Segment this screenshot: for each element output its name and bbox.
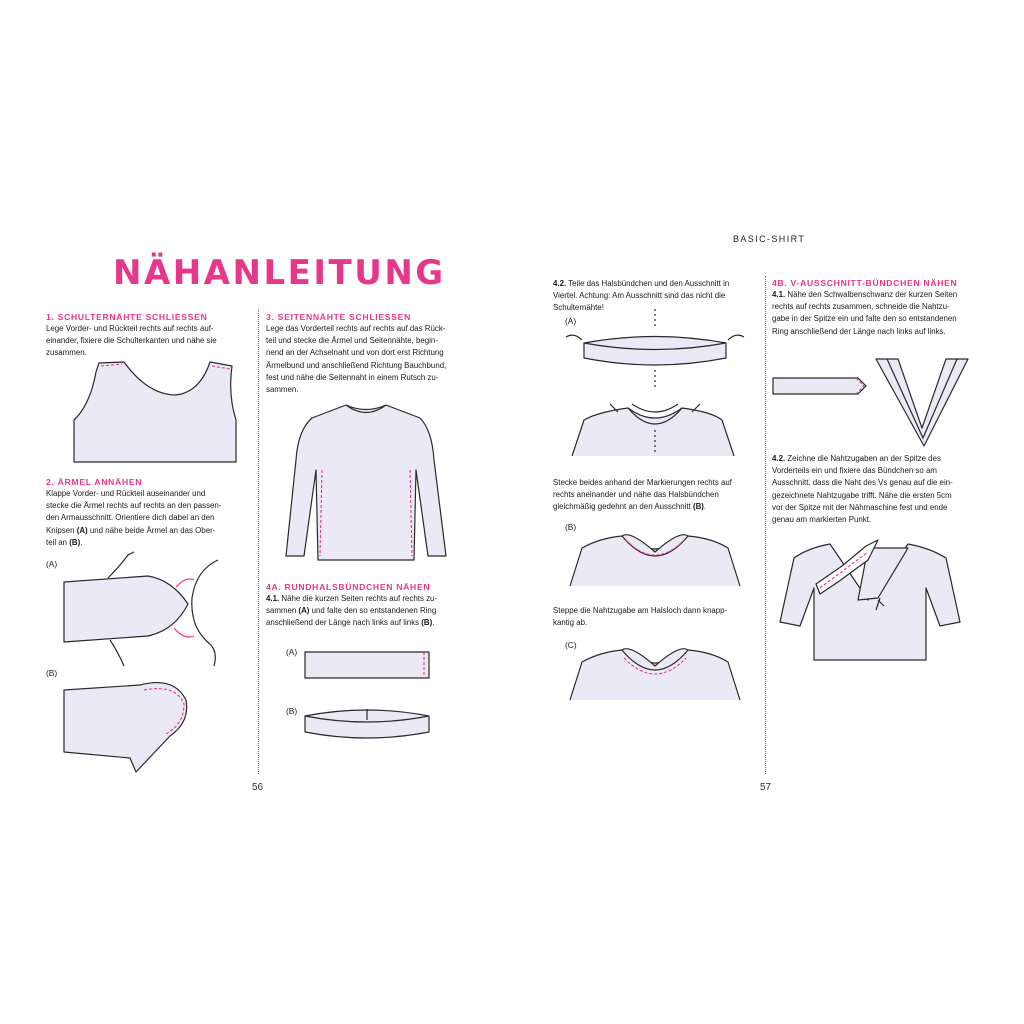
figure-label-a: (A) xyxy=(565,316,577,326)
section-text-crew-neckband: 4.1. Nähe die kurzen Seiten rechts auf rechts zu- sammen (A) und falte den so entstandenen Ring anschließend der Länge nach links auf links (B). xyxy=(266,594,438,628)
section-text-divide-quarters: 4.2. Teile das Halsbündchen und den Ausschnitt in Viertel. Achtung: Am Ausschnitt sind das nicht die Schulternähte! xyxy=(553,279,730,313)
figure-label-a: (A) xyxy=(286,647,298,657)
section-text-v-neckband: 4.1. Nähe den Schwalbenschwanz der kurzen Seiten rechts auf rechts zusammen, schneide die Nahtzu- gabe in der Spitze ein und falte den so entstandenen Ring anschließend der Länge nach links auf links. xyxy=(772,290,958,336)
section-text-sleeves: Klappe Vorder- und Rückteil auseinander und stecke die Ärmel rechts auf rechts an den passen- den Armausschnitt. Orientiere dich dabei an den Knipsen (A) und nähe beide Ärmel an das Ober- teil an (B). xyxy=(46,489,222,547)
figure-label-b: (B) xyxy=(565,522,577,532)
column-divider xyxy=(765,276,766,774)
section-heading-shoulder-seams: 1. SCHULTERNÄHTE SCHLIESSEN xyxy=(46,312,208,322)
section-heading-crew-neckband: 4A. RUNDHALSBÜNDCHEN NÄHEN xyxy=(266,582,431,592)
figure-label-c: (C) xyxy=(565,640,577,650)
section-heading-sleeves: 2. ÄRMEL ANNÄHEN xyxy=(46,477,143,487)
section-text-pin-neckband: Stecke beides anhand der Markierungen rechts auf rechts aneinander und nähe das Halsbündchen gleichmäßig gedehnt an den Ausschnitt (B). xyxy=(553,478,732,512)
figure-label-b: (B) xyxy=(46,668,58,678)
section-heading-side-seams: 3. SEITENNÄHTE SCHLIESSEN xyxy=(266,312,411,322)
page-title: NÄHANLEITUNG xyxy=(113,253,446,293)
section-heading-v-neckband: 4B. V-AUSSCHNITT-BÜNDCHEN NÄHEN xyxy=(772,278,958,288)
page-number-left: 56 xyxy=(252,782,264,793)
section-text-v-attach: 4.2. Zeichne die Nahtzugaben an der Spitze des Vorderteils ein und fixiere das Bündchen so am Ausschnitt, dass die Naht des Vs genau auf die ein- gezeichnete Nahtzugabe trifft. Nähe die ersten 5cm vor der Spitze mit der Nähmaschine fest und ende genau am markierten Punkt. xyxy=(772,454,953,525)
section-text-shoulder-seams: Lege Vorder- und Rückteil rechts auf rechts auf- einander, fixiere die Schulterkanten und nähe sie zusammen. xyxy=(46,324,217,358)
running-header: BASIC-SHIRT xyxy=(733,234,806,244)
page-number-right: 57 xyxy=(760,782,772,793)
figure-label-a: (A) xyxy=(46,559,58,569)
column-divider xyxy=(258,309,259,774)
section-text-topstitch: Steppe die Nahtzugabe am Halsloch dann knapp- kantig ab. xyxy=(553,606,728,628)
section-text-side-seams: Lege das Vorderteil rechts auf rechts auf das Rück- teil und stecke die Ärmel und Seitennähte, begin- nend an der Achselnaht und von dort erst Richtung Ärmelbund und anschließend Richtung Bauchbund, fest und nähe die Seitennaht in einem Rutsch zu- sammen. xyxy=(266,324,447,395)
figure-label-b: (B) xyxy=(286,706,298,716)
v-neck-shirt-illustration xyxy=(0,0,1,1)
